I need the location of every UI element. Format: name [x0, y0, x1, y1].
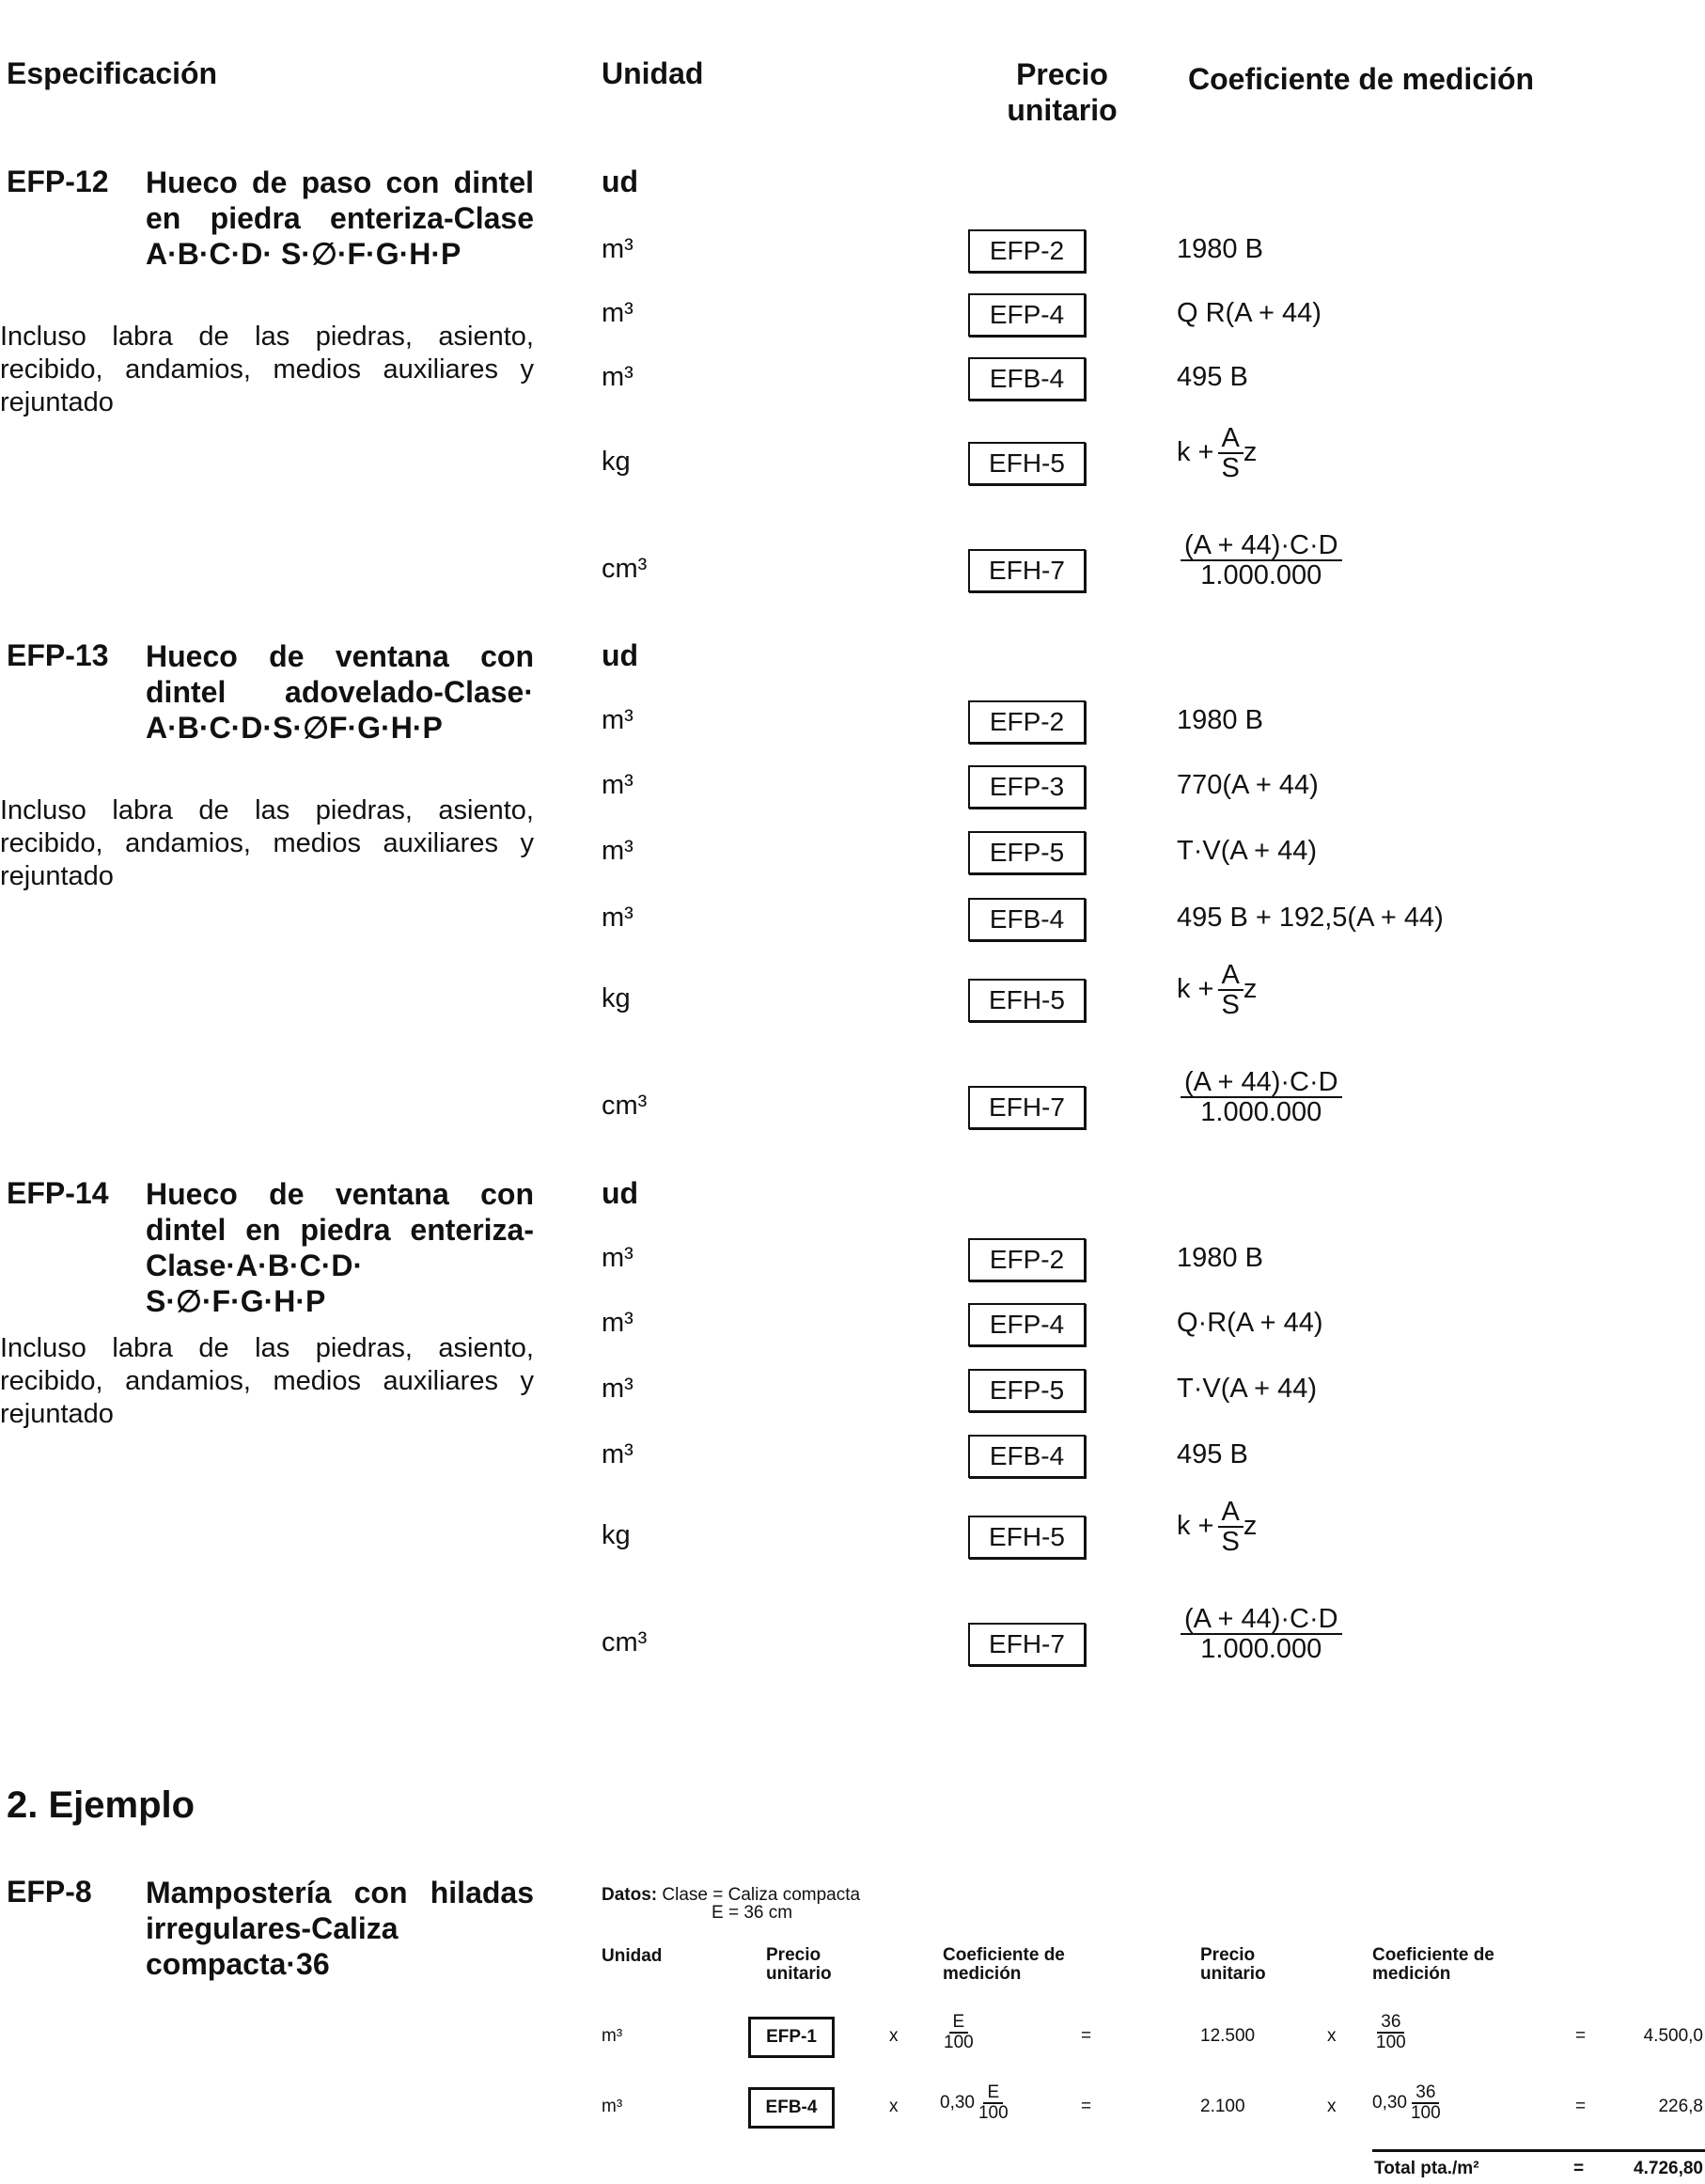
ex-times: x [889, 2026, 899, 2046]
fraction [1411, 2083, 1441, 2123]
price-code-box: EFH-5 [968, 442, 1086, 485]
price-code-box: EFH-7 [968, 549, 1086, 592]
row-unit: m³ [602, 362, 634, 392]
fraction-numerator: 36 [1377, 2013, 1404, 2034]
price-code-box: EFH-5 [968, 979, 1086, 1022]
ex-price-code-box: EFP-1 [748, 2017, 835, 2058]
fraction-denominator: 1.000.000 [1200, 560, 1322, 591]
item-title: Hueco de ventana con dintel adovelado-Clase· A·B·C·D·S·∅F·G·H·P [146, 639, 534, 745]
item-unit: ud [602, 165, 639, 198]
price-code-box: EFH-7 [968, 1086, 1086, 1129]
fraction-numerator: A [1218, 424, 1244, 454]
price-code-box: EFP-4 [968, 293, 1086, 337]
price-code-box: EFP-5 [968, 831, 1086, 874]
price-code-box: EFP-3 [968, 765, 1086, 809]
coef-prefix: k + [1177, 437, 1214, 468]
fraction-numerator: (A + 44)·C·D [1181, 1605, 1342, 1635]
coefficient: Q R(A + 44) [1177, 298, 1322, 328]
fraction [944, 2013, 974, 2052]
ex-coefficient [940, 2083, 1009, 2123]
price-code-box: EFP-2 [968, 1238, 1086, 1281]
ex-value: 4.500,0 [1643, 2026, 1703, 2046]
fraction-numerator: A [1218, 1498, 1244, 1528]
coefficient [1177, 1498, 1257, 1557]
row-unit: m³ [602, 298, 634, 328]
datos-line1: Clase = Caliza compacta [662, 1885, 861, 1905]
ex-header-coef: Coeficiente de medición [943, 1945, 1065, 1984]
ex-times2: x [1327, 2097, 1337, 2116]
item-title: Hueco de ventana con dintel en piedra enteriza-Clase·A·B·C·D· S·∅·F·G·H·P [146, 1177, 534, 1318]
ex-times2: x [1327, 2026, 1337, 2046]
price-code-box: EFH-5 [968, 1516, 1086, 1559]
row-unit: m³ [602, 234, 634, 264]
coefficient: 495 B [1177, 362, 1248, 392]
header-coef: Coeficiente de medición [1188, 62, 1535, 96]
price-code-box: EFH-7 [968, 1623, 1086, 1666]
example-heading: 2. Ejemplo [7, 1784, 196, 1826]
coefficient [1177, 961, 1257, 1020]
coef-suffix: z [1243, 437, 1258, 468]
ex-coefficient2 [1372, 2013, 1406, 2052]
fraction-denominator: 100 [1376, 2032, 1406, 2052]
item-code: EFP-14 [7, 1176, 109, 1210]
row-unit: kg [602, 983, 631, 1013]
datos-line2: E = 36 cm [712, 1903, 793, 1923]
fraction-denominator: 100 [1410, 2102, 1441, 2123]
fraction [1376, 2013, 1406, 2052]
coef-suffix: z [1243, 1511, 1258, 1542]
coef-prefix: 0,30 [940, 2092, 975, 2113]
fraction-denominator: S [1221, 1527, 1240, 1558]
example-code: EFP-8 [7, 1875, 92, 1909]
row-unit: m³ [602, 1243, 634, 1273]
fraction-denominator: S [1221, 453, 1240, 484]
price-code-box: EFB-4 [968, 1435, 1086, 1478]
example-title: Mampostería con hiladas irregulares-Caliza compacta·36 [146, 1876, 534, 1981]
coefficient: T·V(A + 44) [1177, 836, 1318, 866]
price-code-box: EFP-4 [968, 1303, 1086, 1346]
item-description: Incluso labra de las piedras, asiento, recibido, andamios, medios auxiliares y rejuntado [0, 1333, 534, 1429]
header-price: Precio unitario [1007, 57, 1118, 127]
item-code: EFP-12 [7, 165, 109, 198]
coefficient: 495 B [1177, 1439, 1248, 1469]
ex-times: x [889, 2097, 899, 2116]
coef-prefix: 0,30 [1372, 2092, 1407, 2113]
ex-unit: m³ [602, 2026, 623, 2046]
row-unit: m³ [602, 1439, 634, 1469]
ex-header-price: Precio unitario [766, 1945, 832, 1984]
item-code: EFP-13 [7, 638, 109, 672]
coefficient: Q·R(A + 44) [1177, 1308, 1323, 1338]
fraction-denominator: 100 [978, 2102, 1009, 2123]
coefficient [1177, 1605, 1342, 1664]
fraction [1181, 1605, 1342, 1664]
coefficient [1177, 531, 1342, 590]
header-unit: Unidad [602, 56, 704, 90]
fraction [1181, 1068, 1342, 1127]
ex-price: 2.100 [1200, 2097, 1245, 2116]
item-description: Incluso labra de las piedras, asiento, recibido, andamios, medios auxiliares y rejuntado [0, 322, 534, 417]
price-code-box: EFP-2 [968, 700, 1086, 744]
row-unit: cm³ [602, 554, 648, 584]
coefficient: T·V(A + 44) [1177, 1374, 1318, 1404]
fraction-numerator: E [949, 2013, 969, 2034]
ex-header-coef2: Coeficiente de medición [1372, 1945, 1494, 1984]
row-unit: m³ [602, 836, 634, 866]
fraction-denominator: 1.000.000 [1200, 1097, 1322, 1128]
fraction-denominator: S [1221, 990, 1240, 1021]
ex-eq2: = [1575, 2026, 1587, 2046]
row-unit: m³ [602, 903, 634, 933]
row-unit: m³ [602, 705, 634, 735]
fraction [1218, 961, 1244, 1020]
fraction-numerator: (A + 44)·C·D [1181, 1068, 1342, 1098]
fraction-numerator: 36 [1412, 2083, 1439, 2104]
item-title: Hueco de paso con dintel en piedra enteriza-Clase A·B·C·D· S·∅·F·G·H·P [146, 165, 534, 271]
coef-prefix: k + [1177, 974, 1214, 1005]
coefficient: 495 B + 192,5(A + 44) [1177, 903, 1444, 933]
item-unit: ud [602, 1176, 639, 1210]
price-code-box: EFB-4 [968, 357, 1086, 401]
coefficient: 1980 B [1177, 234, 1263, 264]
fraction-numerator: (A + 44)·C·D [1181, 531, 1342, 561]
item-description: Incluso labra de las piedras, asiento, recibido, andamios, medios auxiliares y rejuntado [0, 795, 534, 891]
ex-coefficient [940, 2013, 974, 2052]
row-unit: m³ [602, 1308, 634, 1338]
ex-price: 12.500 [1200, 2026, 1256, 2046]
ex-header-unit: Unidad [602, 1946, 663, 1966]
row-unit: cm³ [602, 1091, 648, 1121]
price-code-box: EFP-2 [968, 229, 1086, 273]
coef-suffix: z [1243, 974, 1258, 1005]
fraction [1218, 1498, 1244, 1557]
total-rule [1372, 2149, 1705, 2152]
price-code-box: EFB-4 [968, 898, 1086, 941]
price-code-box: EFP-5 [968, 1369, 1086, 1412]
ex-value: 226,8 [1658, 2097, 1703, 2116]
fraction [1218, 424, 1244, 483]
ex-unit: m³ [602, 2097, 623, 2116]
row-unit: m³ [602, 770, 634, 800]
total-value: 4.726,80 [1634, 2159, 1703, 2178]
ex-eq: = [1081, 2026, 1092, 2046]
coefficient: 1980 B [1177, 1243, 1263, 1273]
coefficient: 770(A + 44) [1177, 770, 1319, 800]
coef-prefix: k + [1177, 1511, 1214, 1542]
total-label: Total pta./m² [1374, 2159, 1479, 2178]
fraction [1181, 531, 1342, 590]
fraction-denominator: 1.000.000 [1200, 1634, 1322, 1665]
coefficient [1177, 424, 1257, 483]
fraction [978, 2083, 1009, 2123]
ex-eq: = [1081, 2097, 1092, 2116]
ex-price-code-box: EFB-4 [748, 2087, 835, 2129]
row-unit: kg [602, 1520, 631, 1550]
row-unit: kg [602, 447, 631, 477]
row-unit: m³ [602, 1374, 634, 1404]
ex-header-price2: Precio unitario [1200, 1945, 1266, 1984]
datos-label: Datos: [602, 1885, 658, 1905]
ex-eq2: = [1575, 2097, 1587, 2116]
coefficient [1177, 1068, 1342, 1127]
coefficient: 1980 B [1177, 705, 1263, 735]
fraction-numerator: A [1218, 961, 1244, 991]
total-eq: = [1573, 2159, 1585, 2178]
ex-coefficient2 [1372, 2083, 1441, 2123]
fraction-denominator: 100 [944, 2032, 974, 2052]
row-unit: cm³ [602, 1627, 648, 1658]
header-spec: Especificación [7, 56, 218, 90]
fraction-numerator: E [983, 2083, 1003, 2104]
item-unit: ud [602, 638, 639, 672]
